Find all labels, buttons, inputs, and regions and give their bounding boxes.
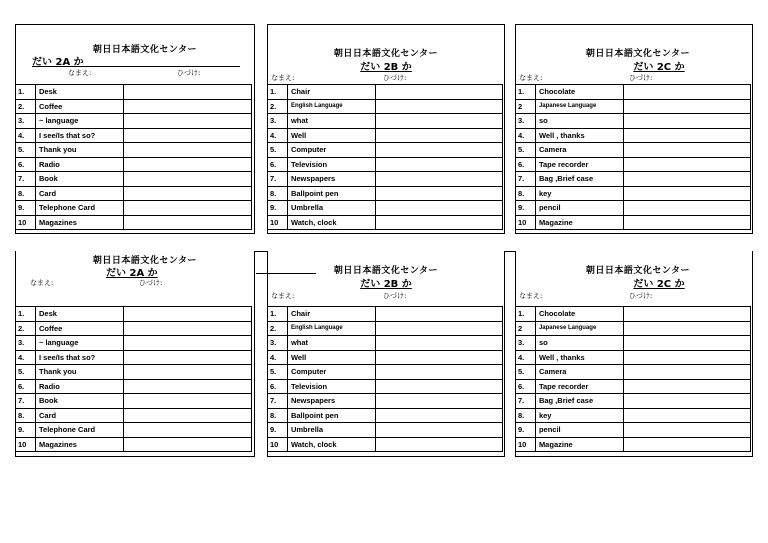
vocab-row [16, 215, 252, 230]
row-number: 10 [516, 215, 536, 230]
vocab-word: Chocolate [535, 85, 623, 100]
answer-cell[interactable] [375, 172, 502, 187]
row-number: 7. [268, 394, 288, 409]
answer-cell[interactable] [124, 201, 252, 216]
vocab-row [516, 437, 751, 452]
school-name: 朝日日本語文化センター [92, 45, 198, 55]
row-number: 6. [516, 157, 536, 172]
vocab-word: Umbrella [287, 201, 375, 216]
vocab-word: I see/Is that so? [36, 128, 124, 143]
vocab-word: Umbrella [287, 423, 375, 438]
vocab-row [268, 350, 503, 365]
name-label: なまえ: [68, 69, 92, 77]
vocab-word: Book [36, 394, 124, 409]
vocab-word: Ballpoint pen [287, 408, 375, 423]
vocab-word: Book [36, 172, 124, 187]
lesson-title: だい 2B か [360, 279, 412, 290]
row-number: 5. [516, 143, 536, 158]
vocab-row [516, 307, 751, 322]
answer-cell[interactable] [375, 321, 502, 336]
vocab-row [516, 394, 751, 409]
vocab-row [516, 408, 751, 423]
answer-cell[interactable] [375, 157, 502, 172]
row-number: 3. [268, 114, 288, 129]
vocab-word: Chocolate [535, 307, 623, 322]
vocab-word: Thank you [36, 143, 124, 158]
vocab-row [268, 321, 503, 336]
row-number: 2 [516, 99, 536, 114]
vocab-word: Thank you [36, 365, 124, 380]
row-number: 5. [16, 365, 36, 380]
vocab-word: Magazine [535, 437, 623, 452]
vocab-sheet-2c-top [515, 24, 753, 234]
date-label: ひづけ: [629, 74, 653, 82]
row-number: 7. [516, 394, 536, 409]
answer-cell[interactable] [375, 114, 502, 129]
row-number: 5. [268, 365, 288, 380]
row-number: 1. [516, 85, 536, 100]
vocab-row [516, 321, 751, 336]
row-number: 8. [516, 408, 536, 423]
answer-cell[interactable] [375, 143, 502, 158]
vocab-row [16, 394, 252, 409]
row-number: 3. [516, 114, 536, 129]
vocab-row [516, 423, 751, 438]
vocab-row [516, 350, 751, 365]
row-number: 8. [516, 186, 536, 201]
vocab-row [16, 350, 252, 365]
vocab-word: what [287, 336, 375, 351]
row-number: 5. [268, 143, 288, 158]
row-number: 3. [516, 336, 536, 351]
vocab-word: Bag ,Brief case [535, 394, 623, 409]
row-number: 2. [268, 321, 288, 336]
vocab-row [268, 143, 503, 158]
vocab-row [516, 157, 751, 172]
row-number: 2 [516, 321, 536, 336]
date-label: ひづけ: [139, 279, 163, 287]
vocab-word: Coffee [36, 99, 124, 114]
vocab-row [16, 114, 252, 129]
vocab-row [516, 201, 751, 216]
vocab-row [516, 186, 751, 201]
vocab-row [268, 408, 503, 423]
row-number: 1. [268, 85, 288, 100]
row-number: 3. [16, 114, 36, 129]
name-underline [32, 66, 240, 67]
answer-cell[interactable] [124, 85, 252, 100]
row-number: 8. [16, 186, 36, 201]
row-number: 3. [268, 336, 288, 351]
answer-cell[interactable] [623, 379, 750, 394]
answer-cell[interactable] [124, 408, 252, 423]
vocab-table [515, 306, 751, 452]
vocab-word: Magazines [36, 215, 124, 230]
vocab-word: Card [36, 408, 124, 423]
answer-cell[interactable] [623, 143, 750, 158]
answer-cell[interactable] [375, 215, 502, 230]
vocab-word: Computer [287, 143, 375, 158]
vocab-word: key [535, 408, 623, 423]
vocab-row [16, 172, 252, 187]
row-number: 1. [16, 85, 36, 100]
vocab-word: Well [287, 128, 375, 143]
vocab-word: Tape recorder [535, 157, 623, 172]
row-number: 10 [16, 437, 36, 452]
vocab-row [268, 437, 503, 452]
row-number: 9. [16, 201, 36, 216]
row-number: 6. [16, 379, 36, 394]
name-label: なまえ: [519, 74, 543, 82]
vocab-row [268, 114, 503, 129]
vocab-row [16, 186, 252, 201]
row-number: 9. [516, 423, 536, 438]
vocab-word: Desk [36, 307, 124, 322]
answer-cell[interactable] [124, 99, 252, 114]
answer-cell[interactable] [124, 437, 252, 452]
answer-cell[interactable] [375, 85, 502, 100]
row-number: 4. [516, 350, 536, 365]
row-number: 10 [516, 437, 536, 452]
vocab-word: ~ language [36, 114, 124, 129]
row-number: 7. [16, 394, 36, 409]
vocab-word: Camera [535, 365, 623, 380]
vocab-row [16, 321, 252, 336]
row-number: 3. [16, 336, 36, 351]
name-label: なまえ: [271, 74, 295, 82]
vocab-word: Magazines [36, 437, 124, 452]
vocab-row [268, 394, 503, 409]
answer-cell[interactable] [623, 128, 750, 143]
answer-cell[interactable] [124, 172, 252, 187]
vocab-row [16, 143, 252, 158]
row-number: 9. [268, 201, 288, 216]
answer-cell[interactable] [623, 307, 750, 322]
answer-cell[interactable] [124, 379, 252, 394]
name-label: なまえ: [30, 279, 54, 287]
vocab-word: Telephone Card [36, 201, 124, 216]
vocab-row [16, 336, 252, 351]
answer-cell[interactable] [124, 157, 252, 172]
vocab-word: Telephone Card [36, 423, 124, 438]
row-number: 9. [516, 201, 536, 216]
school-name: 朝日日本語文化センター [92, 256, 198, 266]
answer-cell[interactable] [375, 350, 502, 365]
answer-cell[interactable] [124, 423, 252, 438]
vocab-row [268, 215, 503, 230]
vocab-word: ~ language [36, 336, 124, 351]
vocab-word: so [535, 336, 623, 351]
date-label: ひづけ: [383, 292, 407, 300]
row-number: 1. [516, 307, 536, 322]
row-number: 7. [16, 172, 36, 187]
vocab-word: key [535, 186, 623, 201]
school-name: 朝日日本語文化センター [333, 49, 439, 59]
vocab-word: Japanese Language [535, 99, 623, 114]
vocab-word: Computer [287, 365, 375, 380]
vocab-table [15, 306, 252, 452]
vocab-word: English Language [287, 321, 375, 336]
answer-cell[interactable] [124, 365, 252, 380]
answer-cell[interactable] [375, 365, 502, 380]
vocab-word: Chair [287, 85, 375, 100]
vocab-word: pencil [535, 423, 623, 438]
vocab-sheet-2a-bottom [15, 251, 255, 457]
vocab-word: English Language [287, 99, 375, 114]
date-label: ひづけ: [177, 69, 201, 77]
answer-cell[interactable] [375, 423, 502, 438]
answer-cell[interactable] [623, 350, 750, 365]
vocab-row [516, 215, 751, 230]
vocab-row [268, 423, 503, 438]
lesson-title: だい 2A か [32, 57, 84, 68]
vocab-row [268, 379, 503, 394]
vocab-word: Watch, clock [287, 215, 375, 230]
answer-cell[interactable] [623, 114, 750, 129]
vocab-row [516, 365, 751, 380]
vocab-row [268, 186, 503, 201]
vocab-word: Television [287, 379, 375, 394]
vocab-row [516, 172, 751, 187]
vocab-row [268, 128, 503, 143]
vocab-sheet-2b-bottom [267, 251, 505, 457]
row-number: 4. [516, 128, 536, 143]
answer-cell[interactable] [375, 394, 502, 409]
vocab-table [515, 84, 751, 230]
answer-cell[interactable] [375, 307, 502, 322]
vocab-word: Coffee [36, 321, 124, 336]
row-number: 10 [16, 215, 36, 230]
lesson-title: だい 2C か [633, 62, 685, 73]
vocab-table [15, 84, 252, 230]
row-number: 8. [16, 408, 36, 423]
vocab-word: Desk [36, 85, 124, 100]
row-number: 10 [268, 215, 288, 230]
answer-cell[interactable] [375, 186, 502, 201]
row-number: 9. [16, 423, 36, 438]
vocab-row [268, 365, 503, 380]
row-number: 2. [16, 99, 36, 114]
row-number: 4. [16, 350, 36, 365]
answer-cell[interactable] [375, 437, 502, 452]
vocab-row [268, 307, 503, 322]
vocab-row [516, 379, 751, 394]
answer-cell[interactable] [124, 321, 252, 336]
vocab-row [16, 379, 252, 394]
answer-cell[interactable] [623, 336, 750, 351]
vocab-row [16, 365, 252, 380]
school-name: 朝日日本語文化センター [333, 266, 439, 276]
row-number: 8. [268, 186, 288, 201]
row-number: 1. [16, 307, 36, 322]
answer-cell[interactable] [623, 172, 750, 187]
answer-cell[interactable] [375, 128, 502, 143]
vocab-table [267, 306, 503, 452]
row-number: 8. [268, 408, 288, 423]
vocab-row [268, 99, 503, 114]
vocab-row [268, 201, 503, 216]
vocab-sheet-2b-top [267, 24, 505, 234]
answer-cell[interactable] [375, 99, 502, 114]
vocab-row [16, 85, 252, 100]
vocab-row [268, 157, 503, 172]
answer-cell[interactable] [375, 379, 502, 394]
vocab-word: Japanese Language [535, 321, 623, 336]
answer-cell[interactable] [623, 99, 750, 114]
row-number: 2. [268, 99, 288, 114]
vocab-word: I see/Is that so? [36, 350, 124, 365]
vocab-row [268, 172, 503, 187]
vocab-word: Ballpoint pen [287, 186, 375, 201]
answer-cell[interactable] [623, 408, 750, 423]
answer-cell[interactable] [375, 201, 502, 216]
vocab-word: Well , thanks [535, 128, 623, 143]
answer-cell[interactable] [623, 437, 750, 452]
vocab-row [516, 114, 751, 129]
vocab-word: so [535, 114, 623, 129]
vocab-word: Bag ,Brief case [535, 172, 623, 187]
vocab-word: Radio [36, 379, 124, 394]
answer-cell[interactable] [124, 350, 252, 365]
vocab-word: Card [36, 186, 124, 201]
vocab-row [16, 201, 252, 216]
answer-cell[interactable] [124, 128, 252, 143]
vocab-sheet-2a-top [15, 24, 255, 234]
date-label: ひづけ: [383, 74, 407, 82]
answer-cell[interactable] [623, 423, 750, 438]
row-number: 9. [268, 423, 288, 438]
answer-cell[interactable] [623, 85, 750, 100]
vocab-word: Television [287, 157, 375, 172]
answer-cell[interactable] [375, 408, 502, 423]
vocab-word: Well [287, 350, 375, 365]
answer-cell[interactable] [124, 215, 252, 230]
row-number: 7. [268, 172, 288, 187]
name-label: なまえ: [271, 292, 295, 300]
vocab-word: pencil [535, 201, 623, 216]
answer-cell[interactable] [124, 336, 252, 351]
row-number: 5. [16, 143, 36, 158]
vocab-word: Well , thanks [535, 350, 623, 365]
row-number: 10 [268, 437, 288, 452]
lesson-title: だい 2A か [106, 268, 158, 279]
row-number: 7. [516, 172, 536, 187]
row-number: 1. [268, 307, 288, 322]
answer-cell[interactable] [124, 143, 252, 158]
name-label: なまえ: [519, 292, 543, 300]
school-name: 朝日日本語文化センター [585, 49, 691, 59]
answer-cell[interactable] [623, 321, 750, 336]
vocab-word: Newspapers [287, 394, 375, 409]
vocab-row [268, 336, 503, 351]
vocab-row [516, 128, 751, 143]
vocab-row [516, 336, 751, 351]
vocab-row [16, 128, 252, 143]
row-number: 6. [16, 157, 36, 172]
vocab-row [268, 85, 503, 100]
row-number: 6. [268, 379, 288, 394]
vocab-word: Chair [287, 307, 375, 322]
vocab-word: what [287, 114, 375, 129]
vocab-row [516, 143, 751, 158]
row-number: 4. [268, 350, 288, 365]
row-number: 6. [516, 379, 536, 394]
answer-cell[interactable] [623, 157, 750, 172]
row-number: 6. [268, 157, 288, 172]
vocab-word: Radio [36, 157, 124, 172]
vocab-row [516, 85, 751, 100]
vocab-row [16, 157, 252, 172]
row-number: 4. [16, 128, 36, 143]
date-label: ひづけ: [629, 292, 653, 300]
vocab-word: Newspapers [287, 172, 375, 187]
row-number: 2. [16, 321, 36, 336]
answer-cell[interactable] [124, 114, 252, 129]
answer-cell[interactable] [623, 394, 750, 409]
vocab-word: Camera [535, 143, 623, 158]
vocab-word: Watch, clock [287, 437, 375, 452]
vocab-word: Tape recorder [535, 379, 623, 394]
row-number: 5. [516, 365, 536, 380]
vocab-row [16, 423, 252, 438]
answer-cell[interactable] [375, 336, 502, 351]
vocab-row [16, 99, 252, 114]
lesson-title: だい 2B か [360, 62, 412, 73]
vocab-sheet-2c-bottom [515, 251, 753, 457]
answer-cell[interactable] [124, 307, 252, 322]
answer-cell[interactable] [124, 394, 252, 409]
vocab-table [267, 84, 503, 230]
vocab-row [16, 408, 252, 423]
lesson-title: だい 2C か [633, 279, 685, 290]
vocab-word: Magazine [535, 215, 623, 230]
row-number: 4. [268, 128, 288, 143]
school-name: 朝日日本語文化センター [585, 266, 691, 276]
vocab-row [16, 437, 252, 452]
answer-cell[interactable] [623, 365, 750, 380]
answer-cell[interactable] [623, 201, 750, 216]
vocab-row [516, 99, 751, 114]
answer-cell[interactable] [623, 215, 750, 230]
answer-cell[interactable] [623, 186, 750, 201]
vocab-row [16, 307, 252, 322]
answer-cell[interactable] [124, 186, 252, 201]
